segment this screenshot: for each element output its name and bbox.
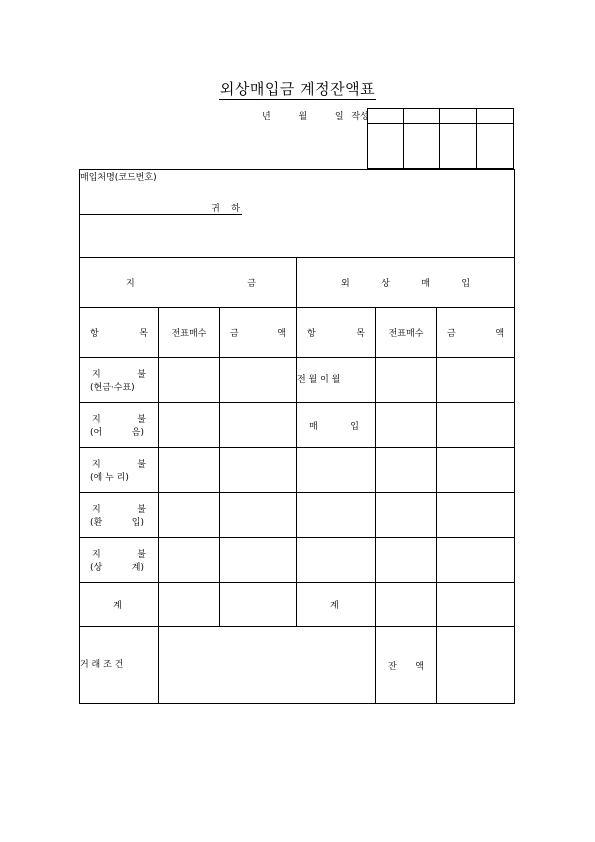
section-purchase-char: 외: [341, 279, 350, 289]
row-label-payment-discount: 지 불 (에 누 리): [80, 448, 159, 493]
input-cell[interactable]: [376, 493, 437, 538]
input-cell[interactable]: [220, 493, 297, 538]
input-cell[interactable]: [437, 493, 515, 538]
col-header-slips: 전표매수: [376, 308, 437, 358]
section-purchase-char: 상: [381, 279, 390, 289]
input-cell[interactable]: [220, 583, 297, 627]
approval-header-cell: [368, 109, 404, 124]
buyer-cell[interactable]: [80, 170, 515, 258]
col-header-item: 항 목: [80, 308, 159, 358]
section-credit-purchase: [297, 258, 515, 308]
row-label-payment-bill: 지 불 (어 음): [80, 403, 159, 448]
row-label-payment-cash: 지 불 (현금·수표): [80, 358, 159, 403]
input-cell[interactable]: [376, 448, 437, 493]
approval-sign-cell[interactable]: [368, 124, 404, 169]
row-label-payment-offset: 지 불 (상 계): [80, 538, 159, 583]
input-cell[interactable]: [159, 358, 220, 403]
input-cell[interactable]: [220, 448, 297, 493]
balance-input[interactable]: [437, 627, 515, 704]
section-purchase-char: 입: [461, 279, 471, 289]
col-header-slips: 전표매수: [159, 308, 220, 358]
input-cell[interactable]: [437, 448, 515, 493]
terms-label: 거 래 조 건: [80, 627, 159, 704]
day-label: 일: [334, 112, 344, 122]
written-label: 작성: [351, 112, 369, 122]
input-cell[interactable]: [297, 538, 376, 583]
section-payment-char: 금: [247, 279, 256, 289]
honorific-label: 귀 하: [211, 204, 240, 214]
month-label: 월: [298, 112, 308, 122]
col-header-amount: 금 액: [437, 308, 515, 358]
input-cell[interactable]: [376, 583, 437, 627]
terms-input[interactable]: [159, 627, 376, 704]
col-header-item: 항 목: [297, 308, 376, 358]
approval-header-cell: [440, 109, 477, 124]
row-label-carryover: 전 월 이 월: [297, 358, 376, 403]
buyer-name-line[interactable]: [80, 201, 242, 215]
input-cell[interactable]: [220, 538, 297, 583]
date-label: [262, 109, 369, 122]
input-cell[interactable]: [376, 358, 437, 403]
section-payment-char: 지: [126, 279, 135, 289]
input-cell[interactable]: [297, 448, 376, 493]
col-header-amount: 금 액: [220, 308, 297, 358]
input-cell[interactable]: [220, 358, 297, 403]
balance-label: 잔 액: [376, 627, 437, 704]
total-label: 계: [297, 583, 376, 627]
input-cell[interactable]: [159, 403, 220, 448]
approval-header-cell: [476, 109, 513, 124]
input-cell[interactable]: [437, 403, 515, 448]
input-cell[interactable]: [159, 448, 220, 493]
input-cell[interactable]: [437, 538, 515, 583]
input-cell[interactable]: [437, 358, 515, 403]
input-cell[interactable]: [220, 403, 297, 448]
approval-sign-cell[interactable]: [440, 124, 477, 169]
balance-table: [79, 169, 515, 704]
input-cell[interactable]: [159, 583, 220, 627]
approval-box: [367, 108, 514, 169]
input-cell[interactable]: [437, 583, 515, 627]
input-cell[interactable]: [376, 538, 437, 583]
section-payment: [80, 258, 297, 308]
row-label-payment-return: 지 불 (환 입): [80, 493, 159, 538]
input-cell[interactable]: [376, 403, 437, 448]
year-label: 년: [262, 112, 271, 122]
input-cell[interactable]: [159, 538, 220, 583]
total-label: 계: [80, 583, 159, 627]
approval-sign-cell[interactable]: [476, 124, 513, 169]
input-cell[interactable]: [159, 493, 220, 538]
row-label-purchase: 매 입: [297, 403, 376, 448]
section-purchase-char: 매: [421, 279, 430, 289]
approval-header-cell: [404, 109, 440, 124]
input-cell[interactable]: [297, 493, 376, 538]
buyer-label: 매입처명(코드번호): [80, 173, 157, 183]
page-title: 외상매입금 계정잔액표: [219, 80, 376, 98]
approval-sign-cell[interactable]: [404, 124, 440, 169]
